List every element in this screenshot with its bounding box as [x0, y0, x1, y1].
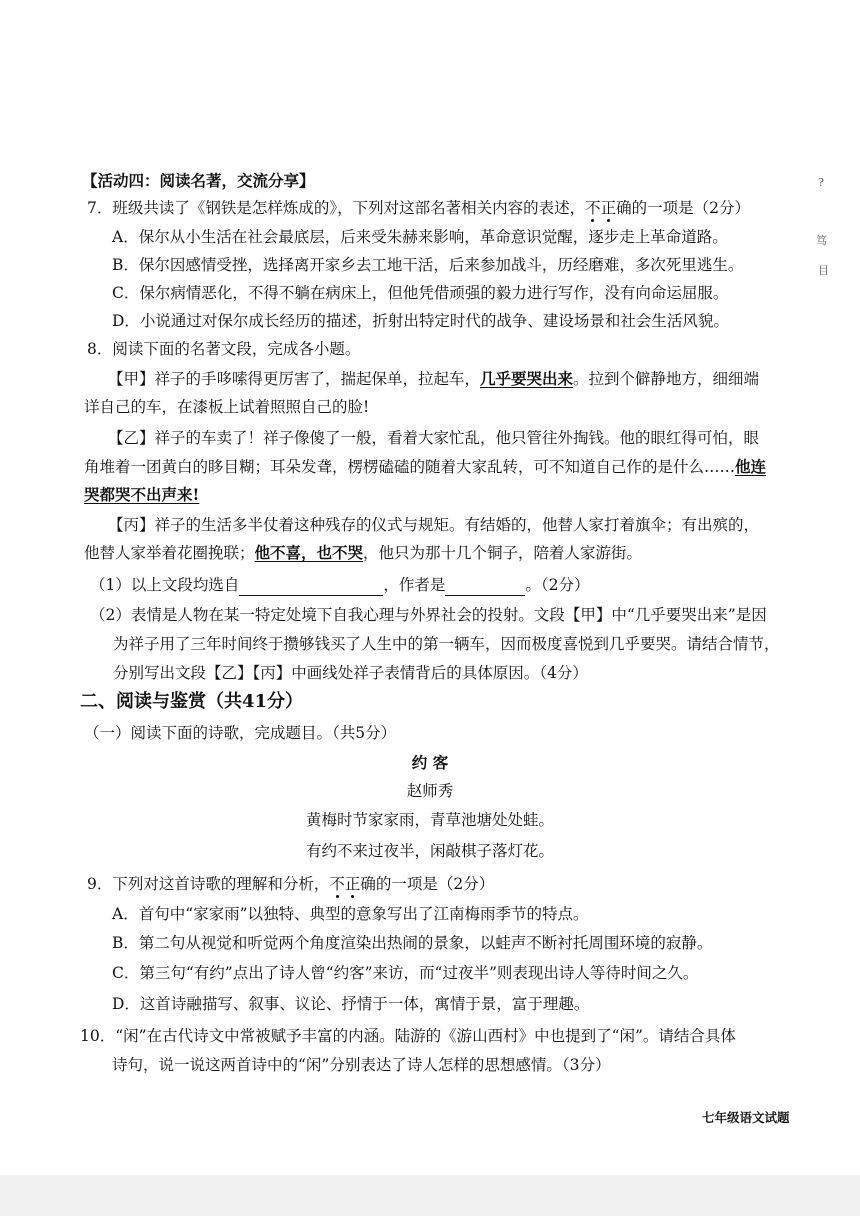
q7-stem-post: 确的一项是（2分） [616, 199, 751, 217]
q7-option-d: D．小说通过对保尔成长经历的描述，折射出特定时代的战争、建设场景和社会生活风貌。 [112, 312, 729, 330]
q7-emph-bu: 不 [585, 199, 601, 217]
q9-emph-bu: 不 [329, 875, 345, 893]
activity-title: 【活动四：阅读名著，交流分享】 [82, 171, 315, 190]
q8-bing-post: ，他只为那十几个铜子，陪着人家游街。 [363, 544, 643, 562]
q8-sub2-line2: 为祥子用了三年时间终于攒够钱买了人生中的第一辆车，因而极度喜悦到几乎要哭。请结合情节， [113, 635, 780, 653]
q8-bing-line2 [84, 542, 642, 564]
q8-title: 8．阅读下面的名著文段，完成各小题。 [87, 340, 361, 358]
q9-option-b: B．第二句从视觉和听觉两个角度渲染出热闹的景象，以蛙声不断衬托周围环境的寂静。 [112, 934, 713, 952]
poem-author: 赵师秀 [406, 782, 454, 800]
q9-stem-pre: 9．下列对这首诗歌的理解和分析， [87, 875, 330, 893]
edge-mark-2: 笃 [816, 234, 827, 247]
q8-yi-pre: 角堆着一团黄白的眵目糊；耳朵发聋，楞楞磕磕的随着大家乱转，可不知道自己作的是什么…… [84, 458, 736, 476]
q10-line1: 10．“闲”在古代诗文中常被赋予丰富的内涵。陆游的《游山西村》中也提到了“闲”。请结合具体 [80, 1027, 736, 1045]
section2-part1: （一）阅读下面的诗歌，完成题目。（共5分） [84, 724, 397, 742]
q8-yi-line1: 【乙】祥子的车卖了！祥子像傻了一般，看着大家忙乱，他只管往外掏钱。他的眼红得可怕，眼 [108, 429, 760, 447]
poem-title: 约 客 [411, 753, 449, 772]
q8-sub2-line1: （2）表情是人物在某一特定处境下自我心理与外界社会的投射。文段【甲】中“几乎要哭出来”是因 [90, 606, 767, 624]
q8-book-blank[interactable] [239, 577, 383, 596]
q9-stem [87, 873, 494, 895]
poem-line-1: 黄梅时节家家雨，青草池塘处处蛙。 [305, 811, 554, 829]
q7-option-b: B．保尔因感情受挫，选择离开家乡去工地干活，后来参加战斗，历经磨难，多次死里逃生。 [112, 256, 744, 274]
q9-option-d: D．这首诗融描写、叙事、议论、抒情于一体，寓情于景，富于理趣。 [112, 995, 590, 1013]
poem-line-2: 有约不来过夜半，闲敲棋子落灯花。 [305, 842, 554, 860]
q7-option-c: C．保尔病情恶化，不得不躺在病床上，但他凭借顽强的毅力进行写作，没有向命运屈服。 [112, 284, 729, 302]
q9-option-a: A．首句中“家家雨”以独特、典型的意象写出了江南梅雨季节的特点。 [112, 905, 589, 923]
q8-author-blank[interactable] [445, 577, 525, 596]
q7-emph-zheng: 正 [600, 199, 617, 217]
section2-title: 二、阅读与鉴赏（共41分） [80, 691, 304, 712]
page-footer: 七年级语文试题 [702, 1110, 790, 1125]
q8-sub1-post: 。（2分） [525, 576, 590, 594]
edge-mark-3: 目 [818, 264, 829, 277]
q10-line2: 诗句，说一说这两首诗中的“闲”分别表达了诗人怎样的思想感情。（3分） [112, 1056, 611, 1074]
q8-jia-pre: 【甲】祥子的手哆嗦得更厉害了，揣起保单，拉起车， [108, 370, 481, 388]
q8-jia-line2: 详自己的车，在漆板上试着照照自己的脸! [84, 398, 370, 416]
q8-jia-line1 [108, 368, 759, 390]
q8-yi-line3 [84, 484, 199, 506]
q9-emph-zheng: 正 [344, 875, 361, 893]
q8-yi-line2 [84, 456, 766, 478]
q8-sub1-mid: ，作者是 [383, 576, 446, 594]
q8-jia-underline: 几乎要哭出来 [480, 369, 574, 388]
q8-yi-underline-2: 哭都哭不出声来! [84, 485, 200, 504]
q8-yi-underline-1: 他连 [735, 457, 767, 476]
q7-stem-pre: 7．班级共读了《钢铁是怎样炼成的》，下列对这部名著相关内容的表述， [87, 199, 586, 217]
q8-sub2-line3: 分别写出文段【乙】【丙】中画线处祥子表情背后的具体原因。（4分） [113, 664, 588, 682]
q8-bing-pre: 他替人家举着花圈挽联； [84, 544, 255, 562]
q7-option-a: A．保尔从小生活在社会最底层，后来受朱赫来影响，革命意识觉醒，逐步走上革命道路。 [112, 228, 728, 246]
q8-jia-post: 。拉到个僻静地方，细细端 [573, 370, 760, 388]
edge-mark-1: ? [818, 176, 824, 189]
q8-bing-underline: 他不喜，也不哭 [254, 543, 364, 562]
q8-bing-line1: 【丙】祥子的生活多半仗着这种残存的仪式与规矩。有结婚的，他替人家打着旗伞；有出殡的， [108, 516, 760, 534]
q9-option-c: C．第三句“有约”点出了诗人曾“约客”来访，而“过夜半”则表现出诗人等待时间之久。 [112, 964, 699, 982]
q8-sub1 [90, 574, 590, 596]
q9-stem-post: 确的一项是（2分） [360, 875, 495, 893]
q7-stem [87, 197, 750, 219]
q8-sub1-pre: （1）以上文段均选自 [90, 576, 240, 594]
